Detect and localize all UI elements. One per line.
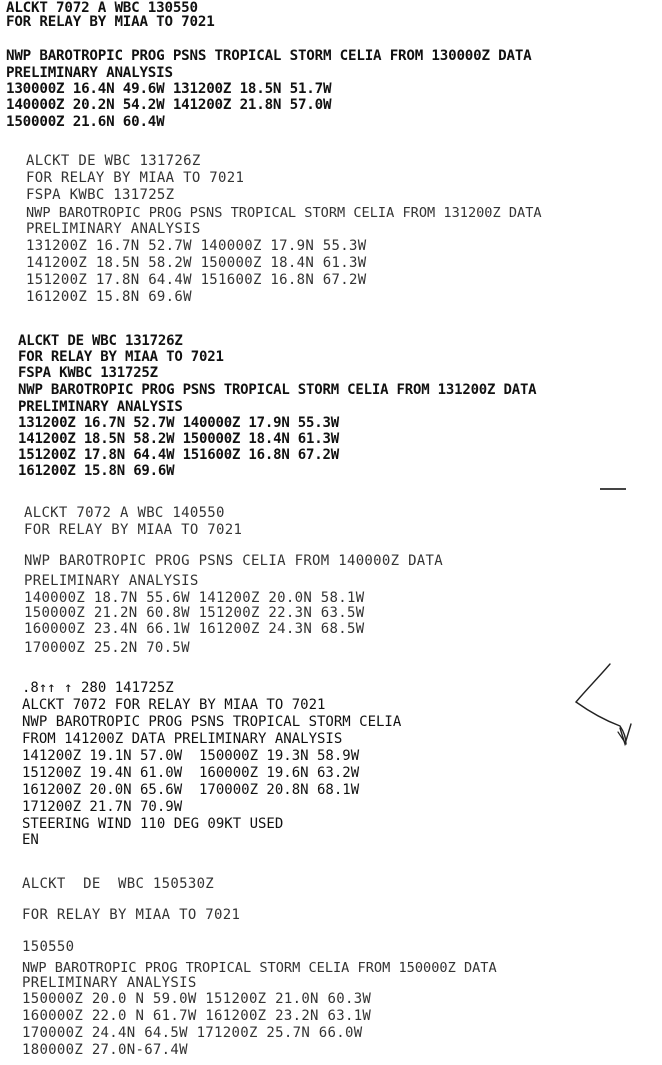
bulletin-line: ALCKT 7072 A WBC 140550 (24, 505, 225, 521)
bulletin-line: FOR RELAY BY MIAA TO 7021 (26, 170, 245, 186)
bulletin-line: NWP BAROTROPIC PROG PSNS TROPICAL STORM CELIA FROM 131200Z DATA (26, 205, 542, 221)
bulletin-line: FOR RELAY BY MIAA TO 7021 (18, 349, 224, 365)
bulletin-line: FSPA KWBC 131725Z (18, 365, 158, 381)
bulletin-line: 151200Z 17.8N 64.4W 151600Z 16.8N 67.2W (18, 447, 339, 463)
bulletin-line: NWP BAROTROPIC PROG PSNS TROPICAL STORM CELIA (22, 714, 402, 730)
bulletin-line: 170000Z 25.2N 70.5W (24, 640, 190, 656)
bulletin-line: FOR RELAY BY MIAA TO 7021 (24, 522, 243, 538)
bulletin-line: 161200Z 15.8N 69.6W (18, 463, 175, 479)
bulletin-line: 180000Z 27.0N-67.4W (22, 1042, 188, 1058)
bulletin-line: 131200Z 16.7N 52.7W 140000Z 17.9N 55.3W (26, 238, 367, 254)
bulletin-line: 130000Z 16.4N 49.6W 131200Z 18.5N 51.7W (6, 81, 332, 97)
bulletin-line: FOR RELAY BY MIAA TO 7021 (22, 907, 241, 923)
bulletin-line: NWP BAROTROPIC PROG PSNS TROPICAL STORM CELIA FROM 130000Z DATA (6, 48, 532, 64)
bulletin-line: 151200Z 17.8N 64.4W 151600Z 16.8N 67.2W (26, 272, 367, 288)
bulletin-line: ALCKT DE WBC 150530Z (22, 876, 215, 892)
bulletin-line: STEERING WIND 110 DEG 09KT USED (22, 816, 284, 832)
bulletin-line: .8↑↑ ↑ 280 141725Z (22, 680, 174, 696)
bulletin-line: PRELIMINARY ANALYSIS (22, 975, 197, 991)
bulletin-line: NWP BAROTROPIC PROG PSNS TROPICAL STORM CELIA FROM 131200Z DATA (18, 382, 537, 398)
bulletin-line: ALCKT 7072 A WBC 130550 (6, 0, 198, 16)
bulletin-line: 150550 (22, 939, 75, 955)
bulletin-line: 161200Z 15.8N 69.6W (26, 289, 192, 305)
bulletin-line: PRELIMINARY ANALYSIS (24, 573, 199, 589)
bulletin-line: 161200Z 20.0N 65.6W 170000Z 20.8N 68.1W (22, 782, 360, 798)
bulletin-line: NWP BAROTROPIC PROG PSNS CELIA FROM 140000Z DATA (24, 553, 443, 569)
bulletin-line: FSPA KWBC 131725Z (26, 187, 175, 203)
bulletin-line: PRELIMINARY ANALYSIS (26, 221, 201, 237)
bulletin-line: 141200Z 18.5N 58.2W 150000Z 18.4N 61.3W (26, 255, 367, 271)
bulletin-line: 150000Z 21.6N 60.4W (6, 114, 165, 130)
bulletin-line: EN (22, 832, 39, 848)
bulletin-line: 171200Z 21.7N 70.9W (22, 799, 183, 815)
bulletin-line: 150000Z 20.0 N 59.0W 151200Z 21.0N 60.3W (22, 991, 372, 1007)
bulletin-line: 140000Z 20.2N 54.2W 141200Z 21.8N 57.0W (6, 97, 332, 113)
bulletin-line: 141200Z 19.1N 57.0W 150000Z 19.3N 58.9W (22, 748, 360, 764)
bulletin-line: 150000Z 21.2N 60.8W 151200Z 22.3N 63.5W (24, 605, 365, 621)
bulletin-line: 141200Z 18.5N 58.2W 150000Z 18.4N 61.3W (18, 431, 339, 447)
bulletin-line: ALCKT 7072 FOR RELAY BY MIAA TO 7021 (22, 697, 326, 713)
bulletin-line: ALCKT DE WBC 131726Z (26, 153, 201, 169)
bulletin-line: 160000Z 22.0 N 61.7W 161200Z 23.2N 63.1W (22, 1008, 372, 1024)
bulletin-line: NWP BAROTROPIC PROG TROPICAL STORM CELIA FROM 150000Z DATA (22, 960, 497, 976)
bulletin-line: 140000Z 18.7N 55.6W 141200Z 20.0N 58.1W (24, 590, 365, 606)
bulletin-line: 151200Z 19.4N 61.0W 160000Z 19.6N 63.2W (22, 765, 360, 781)
bulletin-line: FROM 141200Z DATA PRELIMINARY ANALYSIS (22, 731, 343, 747)
bulletin-line: PRELIMINARY ANALYSIS (6, 65, 173, 81)
bulletin-line: 170000Z 24.4N 64.5W 171200Z 25.7N 66.0W (22, 1025, 363, 1041)
ink-smudge (600, 488, 626, 490)
bulletin-line: 131200Z 16.7N 52.7W 140000Z 17.9N 55.3W (18, 415, 339, 431)
bulletin-line: ALCKT DE WBC 131726Z (18, 333, 183, 349)
bulletin-line: FOR RELAY BY MIAA TO 7021 (6, 14, 215, 30)
bulletin-line: PRELIMINARY ANALYSIS (18, 399, 183, 415)
hand-drawn-arrow-icon (568, 662, 638, 747)
bulletin-line: 160000Z 23.4N 66.1W 161200Z 24.3N 68.5W (24, 621, 365, 637)
